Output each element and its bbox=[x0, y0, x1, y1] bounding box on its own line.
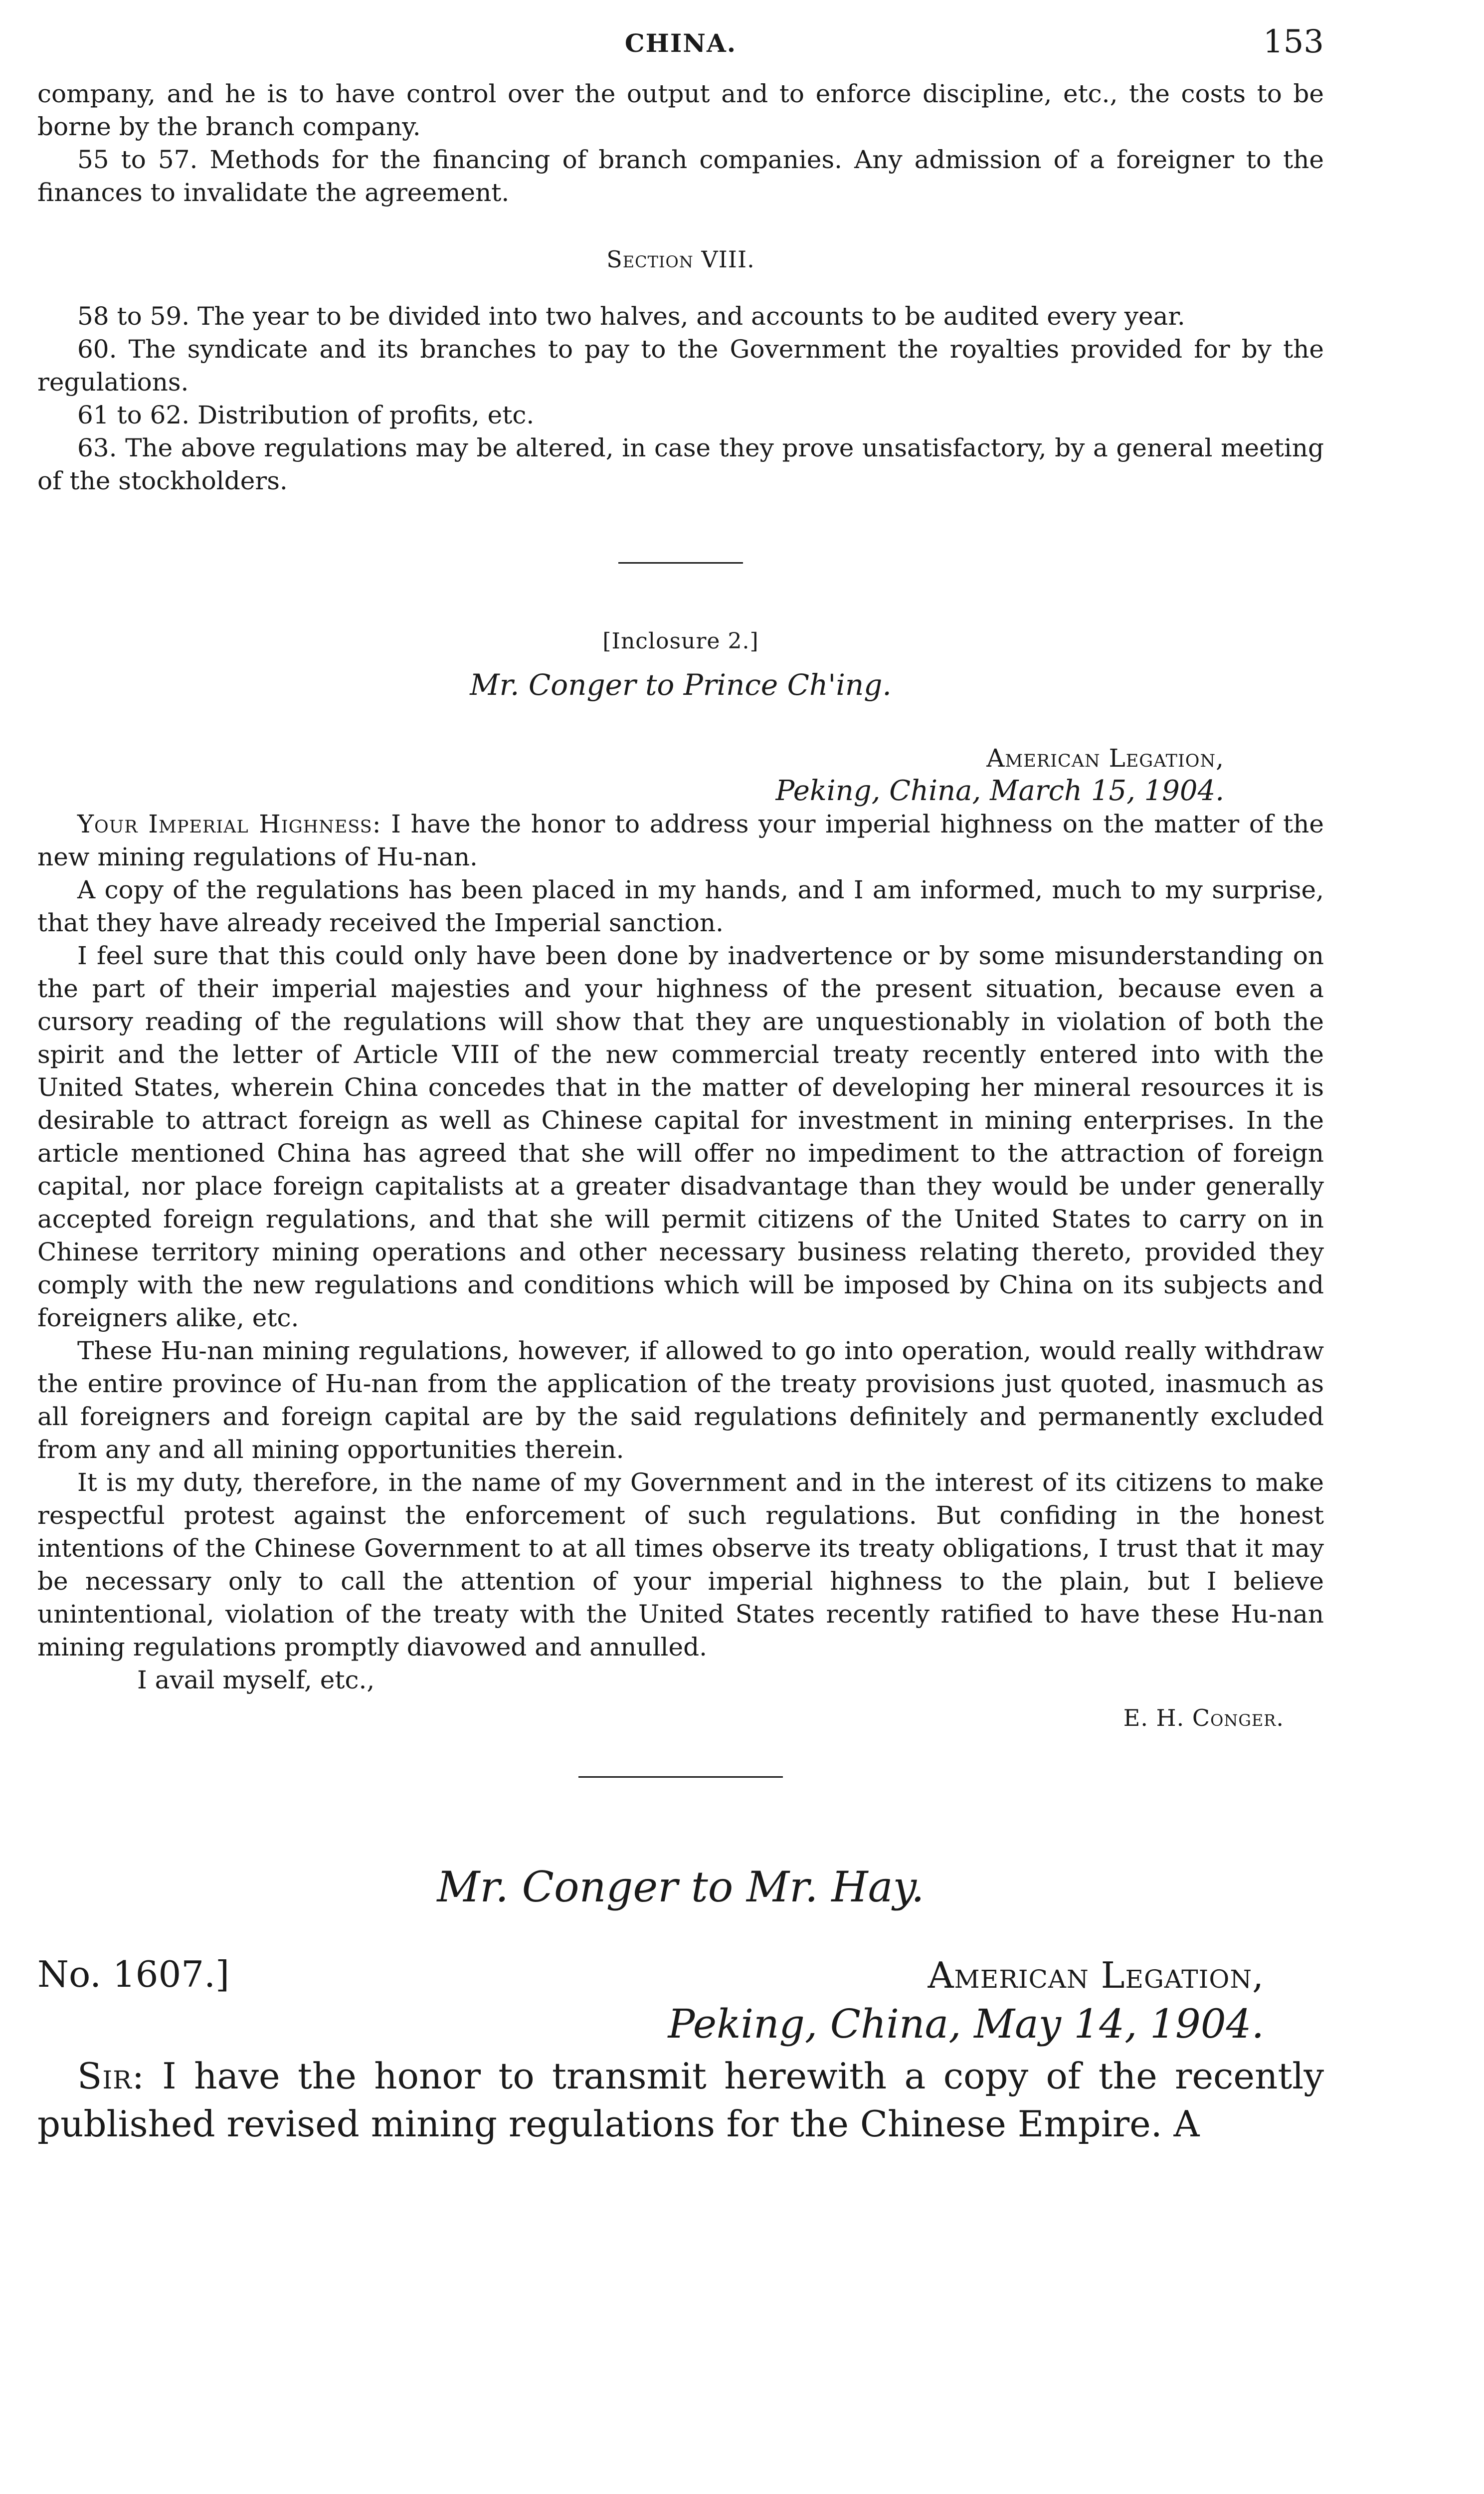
salutation: Sir: bbox=[77, 2055, 145, 2097]
paragraph: I feel sure that this could only have been done by inadvertence or by some misunderstanding on the part of their imperial majesties and your highness of the present situation, because even a cursory reading of the regulations will show that they are unquestionably in violation of both the spirit and the letter of Article VIII of the new commercial treaty recently entered into with the United States, wherein China concedes that in the matter of developing her mineral resources it is desirable to attract foreign as well as Chinese capital for investment in mining enterprises. In the article mentioned China has agreed that she will offer no impediment to the attraction of foreign capital, nor place foreign capitalists at a greater disadvantage than they would be under generally accepted foreign regulations, and that she will permit citizens of the United States to carry on in Chinese territory mining operations and other necessary business relating thereto, provided they comply with the new regulations and conditions which will be imposed by China on its subjects and foreigners alike, etc. bbox=[37, 941, 1324, 1332]
page-number: 153 bbox=[1263, 23, 1324, 60]
dispatch-number: No. 1607.] bbox=[37, 1953, 230, 1995]
section-viii-body bbox=[37, 300, 1324, 497]
paragraph-text: I have the honor to transmit herewith a copy of the recently published revised mining regulations for the Chinese Empire. A bbox=[37, 2055, 1324, 2145]
paragraph bbox=[37, 808, 1324, 873]
signature: E. H. Conger. bbox=[1123, 1704, 1284, 1731]
paragraph: 58 to 59. The year to be divided into two halves, and accounts to be audited every year. bbox=[77, 302, 1185, 331]
letter-title: Mr. Conger to Prince Ch'ing. bbox=[470, 668, 892, 702]
section-heading: Section VIII. bbox=[606, 246, 755, 273]
letter-address bbox=[37, 742, 1324, 808]
divider-rule bbox=[618, 562, 743, 564]
paragraph: 61 to 62. Distribution of profits, etc. bbox=[77, 401, 535, 429]
paragraph: A copy of the regulations has been placed in my hands, and I am informed, much to my surprise, that they have already received the Imperial sanction. bbox=[37, 875, 1324, 937]
address-org: American Legation, bbox=[986, 744, 1224, 773]
paragraph bbox=[37, 2052, 1324, 2148]
paragraph: 63. The above regulations may be altered, in case they prove unsatisfactory, by a general meeting of the stockholders. bbox=[37, 433, 1324, 495]
paragraph-text: I have the honor to address your imperial highness on the matter of the new mining regulations of Hu-nan. bbox=[37, 810, 1324, 871]
salutation: Your Imperial Highness: bbox=[77, 810, 381, 838]
address-org: American Legation, bbox=[928, 1954, 1264, 1996]
regulations-continued bbox=[37, 77, 1324, 209]
inclosure-label: [Inclosure 2.] bbox=[602, 628, 759, 654]
address-place: Peking, China, March 15, 1904. bbox=[775, 775, 1224, 807]
page-header bbox=[37, 22, 1324, 77]
letter-body bbox=[37, 808, 1324, 1696]
closing: I avail myself, etc., bbox=[137, 1665, 375, 1694]
dispatch-body bbox=[37, 2052, 1324, 2148]
paragraph: 60. The syndicate and its branches to pay to the Government the royalties provided for by the regulations. bbox=[37, 335, 1324, 397]
dispatch-title: Mr. Conger to Mr. Hay. bbox=[437, 1863, 925, 1911]
address-place: Peking, China, May 14, 1904. bbox=[668, 2001, 1264, 2047]
paragraph: company, and he is to have control over the output and to enforce discipline, etc., the costs to be borne by the branch company. bbox=[37, 79, 1324, 141]
dispatch-address bbox=[668, 1951, 1264, 2049]
paragraph: 55 to 57. Methods for the financing of branch companies. Any admission of a foreigner to the finances to invalidate the agreement. bbox=[37, 145, 1324, 207]
paragraph: It is my duty, therefore, in the name of my Government and in the interest of its citizens to make respectful protest against the enforcement of such regulations. But confiding in the honest intentions of the Chinese Government to at all times observe its treaty obligations, I trust that it may be necessary only to call the attention of your imperial highness to the plain, but I believe unintentional, violation of the treaty with the United States recently ratified to have these Hu-nan mining regulations promptly diavowed and annulled. bbox=[37, 1468, 1324, 1662]
document-page bbox=[37, 22, 1324, 2148]
paragraph: These Hu-nan mining regulations, however, if allowed to go into operation, would really withdraw the entire province of Hu-nan from the application of the treaty provisions just quoted, inasmuch as all foreigners and foreign capital are by the said regulations definitely and permanently excluded from any and all mining opportunities therein. bbox=[37, 1336, 1324, 1464]
divider-rule bbox=[578, 1776, 783, 1778]
running-title: CHINA. bbox=[624, 28, 737, 58]
dispatch-header bbox=[37, 1951, 1324, 2052]
